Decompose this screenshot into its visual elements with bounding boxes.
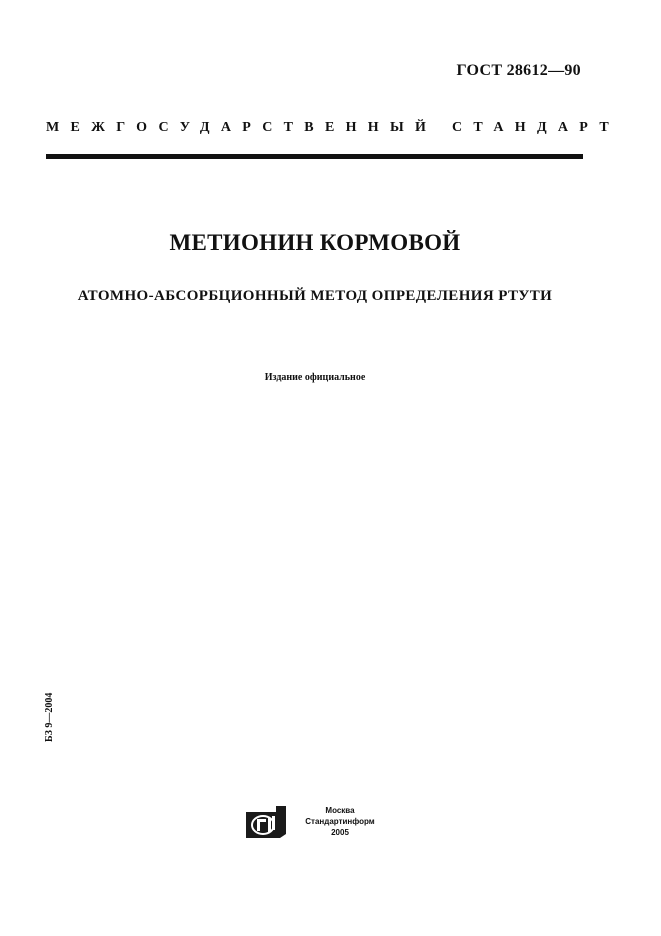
publisher-city: Москва: [325, 806, 355, 815]
header-divider: [46, 154, 583, 159]
document-title: МЕТИОНИН КОРМОВОЙ: [169, 230, 461, 255]
publication-year: 2005: [331, 828, 349, 837]
standard-type-heading: МЕЖГОСУДАРСТВЕННЫЙ СТАНДАРТ: [46, 120, 620, 135]
publisher-imprint: [300, 805, 380, 838]
publisher-name: Стандартинформ: [305, 817, 375, 826]
document-subtitle: АТОМНО-АБСОРБЦИОННЫЙ МЕТОД ОПРЕДЕЛЕНИЯ РТУТИ: [77, 288, 553, 304]
edition-note: Издание официальное: [264, 372, 366, 383]
side-code: БЗ 9—2004: [44, 692, 55, 742]
gost-number: ГОСТ 28612—90: [456, 62, 581, 79]
standartinform-logo-icon: [246, 806, 286, 838]
